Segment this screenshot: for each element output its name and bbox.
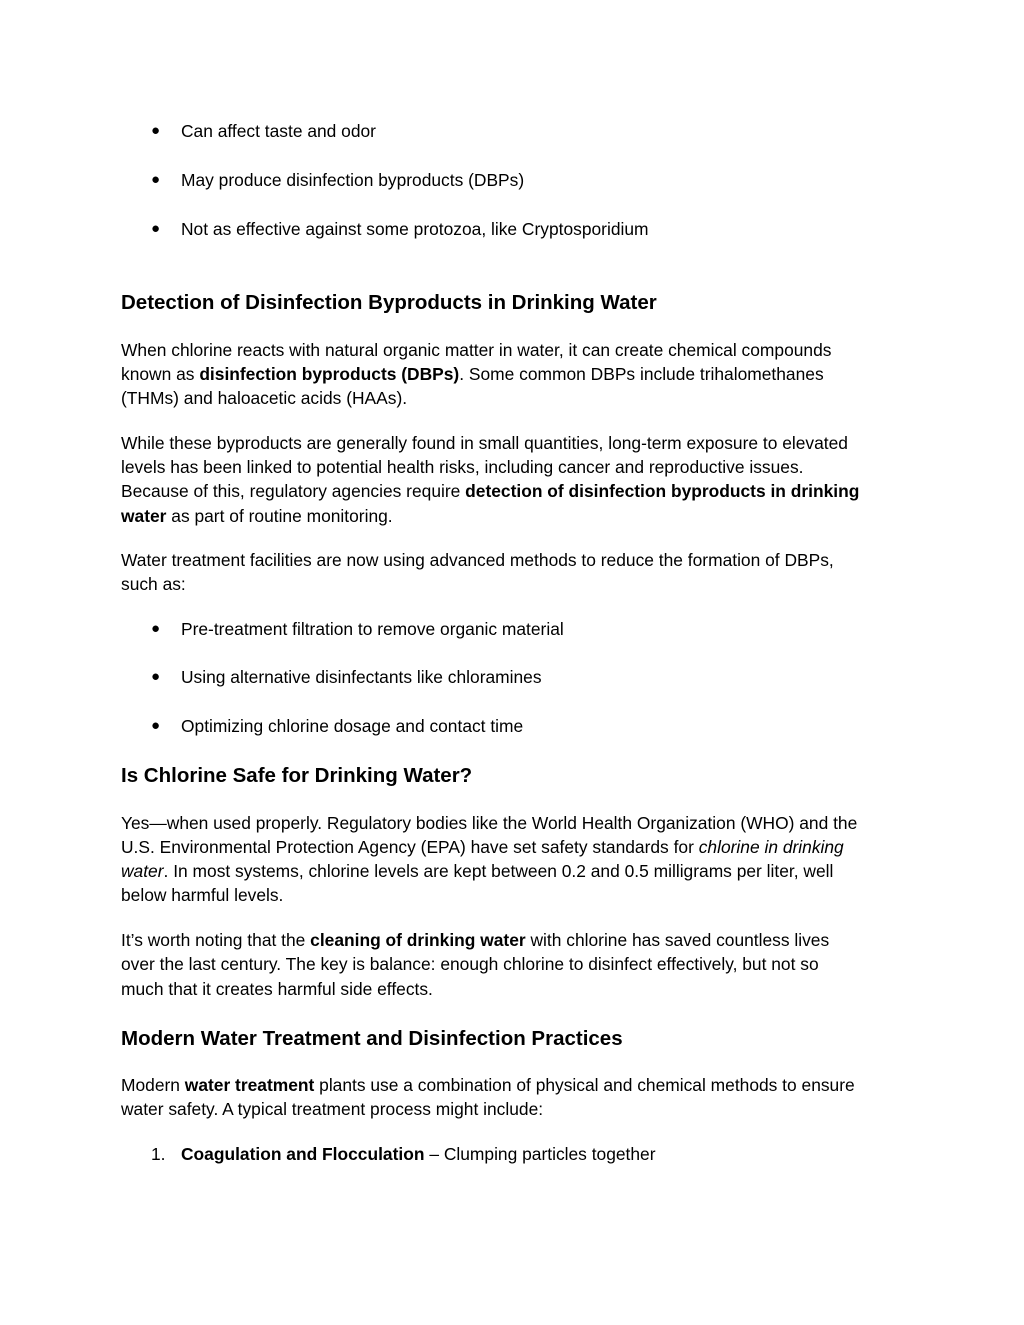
paragraph-line: water safety. A typical treatment process might include: — [121, 1099, 544, 1119]
paragraph-line: over the last century. The key is balance: enough chlorine to disinfect effectively, but not so — [121, 954, 819, 974]
paragraph-line — [121, 479, 859, 503]
text-run: It’s worth noting that the — [121, 930, 311, 950]
list-item — [181, 1142, 656, 1166]
bold-term: disinfection byproducts (DBPs) — [199, 364, 460, 384]
list-item: Using alternative disinfectants like chloramines — [181, 667, 542, 687]
list-item: May produce disinfection byproducts (DBPs) — [181, 170, 525, 190]
text-run: U.S. Environmental Protection Agency (EPA) have set safety standards for — [121, 837, 699, 857]
section-heading: Detection of Disinfection Byproducts in Drinking Water — [121, 291, 657, 314]
section-heading: Is Chlorine Safe for Drinking Water? — [121, 764, 473, 787]
section-heading: Modern Water Treatment and Disinfection Practices — [121, 1027, 623, 1050]
paragraph-line: much that it creates harmful side effects. — [121, 979, 433, 999]
paragraph-line: When chlorine reacts with natural organic matter in water, it can create chemical compounds — [121, 340, 832, 360]
paragraph-line — [121, 1073, 855, 1097]
text-run: . In most systems, chlorine levels are kept between 0.2 and 0.5 milligrams per liter, well — [163, 861, 834, 881]
list-item: Can affect taste and odor — [181, 121, 376, 141]
bullet-icon: ● — [151, 717, 161, 734]
bullet-icon: ● — [151, 220, 161, 237]
list-item: Pre-treatment filtration to remove organic material — [181, 619, 564, 639]
paragraph-line — [121, 835, 844, 859]
bold-term: cleaning of drinking water — [310, 930, 526, 950]
bullet-icon: ● — [151, 122, 161, 139]
text-run: . Some common DBPs include trihalomethanes — [459, 364, 824, 384]
paragraph-line: Water treatment facilities are now using advanced methods to reduce the formation of DBPs, — [121, 550, 834, 570]
bullet-icon: ● — [151, 668, 161, 685]
bullet-icon: ● — [151, 620, 161, 637]
text-run: Modern — [121, 1075, 185, 1095]
text-run: plants use a combination of physical and chemical methods to ensure — [314, 1075, 855, 1095]
italic-term: water — [121, 861, 164, 881]
text-run: Because of this, regulatory agencies require — [121, 481, 466, 501]
list-number: 1. — [151, 1144, 166, 1164]
paragraph-line: Yes—when used properly. Regulatory bodies like the World Health Organization (WHO) and the — [121, 813, 858, 833]
paragraph-line: While these byproducts are generally found in small quantities, long-term exposure to elevated — [121, 433, 848, 453]
bold-term: Coagulation and Flocculation — [181, 1144, 425, 1164]
bold-term: water treatment — [184, 1075, 315, 1095]
list-item: Optimizing chlorine dosage and contact time — [181, 716, 524, 736]
text-run: with chlorine has saved countless lives — [525, 930, 830, 950]
bold-term: detection of disinfection byproducts in drinking — [465, 481, 860, 501]
paragraph-line — [121, 362, 824, 386]
paragraph-line: levels has been linked to potential health risks, including cancer and reproductive issues. — [121, 457, 804, 477]
paragraph-line — [121, 504, 393, 528]
paragraph-line — [121, 859, 833, 883]
paragraph-line — [121, 928, 829, 952]
list-item: Not as effective against some protozoa, like Cryptosporidium — [181, 219, 649, 239]
text-run: – Clumping particles together — [424, 1144, 656, 1164]
text-run: as part of routine monitoring. — [166, 506, 393, 526]
paragraph-line: (THMs) and haloacetic acids (HAAs). — [121, 388, 408, 408]
italic-term: chlorine in drinking — [698, 837, 844, 857]
bullet-icon: ● — [151, 171, 161, 188]
text-run: known as — [121, 364, 200, 384]
paragraph-line: below harmful levels. — [121, 885, 284, 905]
paragraph-line: such as: — [121, 574, 186, 594]
bold-term: water — [121, 506, 167, 526]
